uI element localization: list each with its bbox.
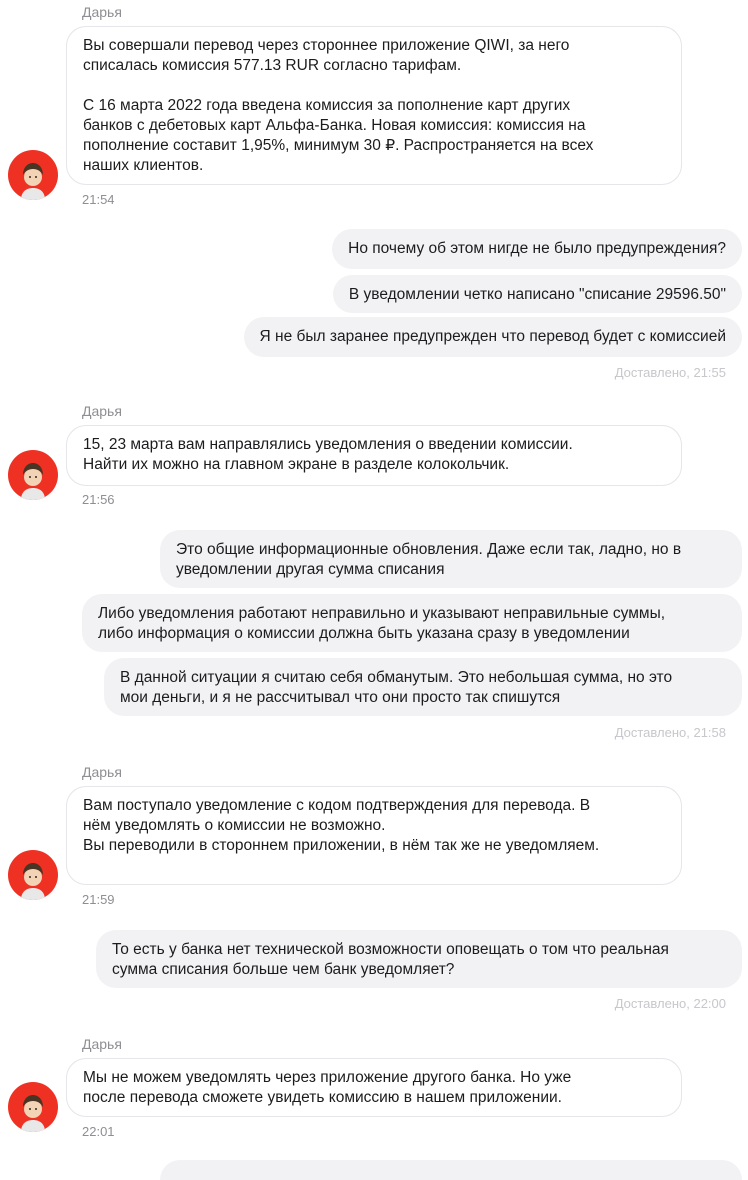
sender-name: Дарья xyxy=(82,403,122,419)
message-line: банков с дебетовых карт Альфа-Банка. Новая комиссия: комиссия на xyxy=(83,117,586,134)
message-line: Это общие информационные обновления. Даже если так, ладно, но в xyxy=(176,541,682,558)
message-text: Я не был заранее предупрежден что перевод будет с комиссией xyxy=(259,328,726,345)
message-line: либо информация о комиссии должна быть указана сразу в уведомлении xyxy=(98,625,630,642)
message-line: списалась комиссия 577.13 RUR согласно тарифам. xyxy=(83,57,462,74)
message-line: Либо уведомления работают неправильно и указывают неправильные суммы, xyxy=(98,605,666,622)
sender-name: Дарья xyxy=(82,4,122,20)
outgoing-message xyxy=(332,229,742,269)
message-line: после перевода сможете увидеть комиссию в нашем приложении. xyxy=(83,1089,562,1106)
incoming-message xyxy=(66,425,682,486)
message-text: Но почему об этом нигде не было предупреждения? xyxy=(348,240,726,257)
delivery-status: Доставлено, 21:58 xyxy=(614,725,726,740)
message-line: Вы совершали перевод через стороннее приложение QIWI, за него xyxy=(83,37,570,54)
message-time: 21:59 xyxy=(82,892,115,907)
message-line: Вы переводили в стороннем приложении, в нём так же не уведомляем. xyxy=(83,837,600,854)
message-line: 15, 23 марта вам направлялись уведомления о введении комиссии. xyxy=(83,436,573,453)
incoming-message xyxy=(66,786,682,885)
delivery-status: Доставлено, 21:55 xyxy=(614,365,726,380)
message-time: 21:56 xyxy=(82,492,115,507)
outgoing-message xyxy=(104,658,742,716)
sender-name: Дарья xyxy=(82,1036,122,1052)
outgoing-message xyxy=(333,275,742,313)
message-text: В уведомлении четко написано "списание 29596.50" xyxy=(348,286,726,303)
message-time: 21:54 xyxy=(82,192,115,207)
message-line: мои деньги, и я не рассчитывал что они просто так спишутся xyxy=(120,689,561,706)
outgoing-message xyxy=(82,594,742,652)
outgoing-message-partial xyxy=(160,1160,742,1180)
outgoing-message xyxy=(96,930,742,988)
agent-avatar-icon xyxy=(8,850,58,900)
sender-name: Дарья xyxy=(82,764,122,780)
agent-avatar-icon xyxy=(8,450,58,500)
message-line: В данной ситуации я считаю себя обманутым. Это небольшая сумма, но это xyxy=(120,669,673,686)
incoming-message xyxy=(66,1058,682,1117)
message-time: 22:01 xyxy=(82,1124,115,1139)
incoming-message xyxy=(66,26,682,185)
message-line: С 16 марта 2022 года введена комиссия за пополнение карт других xyxy=(83,97,571,114)
message-line: сумма списания больше чем банк уведомляет? xyxy=(112,961,455,978)
message-line: наших клиентов. xyxy=(83,157,204,174)
message-line: нём уведомлять о комиссии не возможно. xyxy=(83,817,386,834)
outgoing-message xyxy=(244,317,742,357)
message-line: Вам поступало уведомление с кодом подтверждения для перевода. В xyxy=(83,797,591,814)
delivery-status: Доставлено, 22:00 xyxy=(614,996,726,1011)
agent-avatar-icon xyxy=(8,150,58,200)
message-line: пополнение составит 1,95%, минимум 30 ₽. Распространяется на всех xyxy=(83,137,594,154)
outgoing-message xyxy=(160,530,742,588)
message-line: Найти их можно на главном экране в разделе колокольчик. xyxy=(83,456,510,473)
message-line: То есть у банка нет технической возможности оповещать о том что реальная xyxy=(112,941,669,958)
agent-avatar-icon xyxy=(8,1082,58,1132)
message-line: уведомлении другая сумма списания xyxy=(176,561,445,578)
message-line: Мы не можем уведомлять через приложение другого банка. Но уже xyxy=(83,1069,572,1086)
